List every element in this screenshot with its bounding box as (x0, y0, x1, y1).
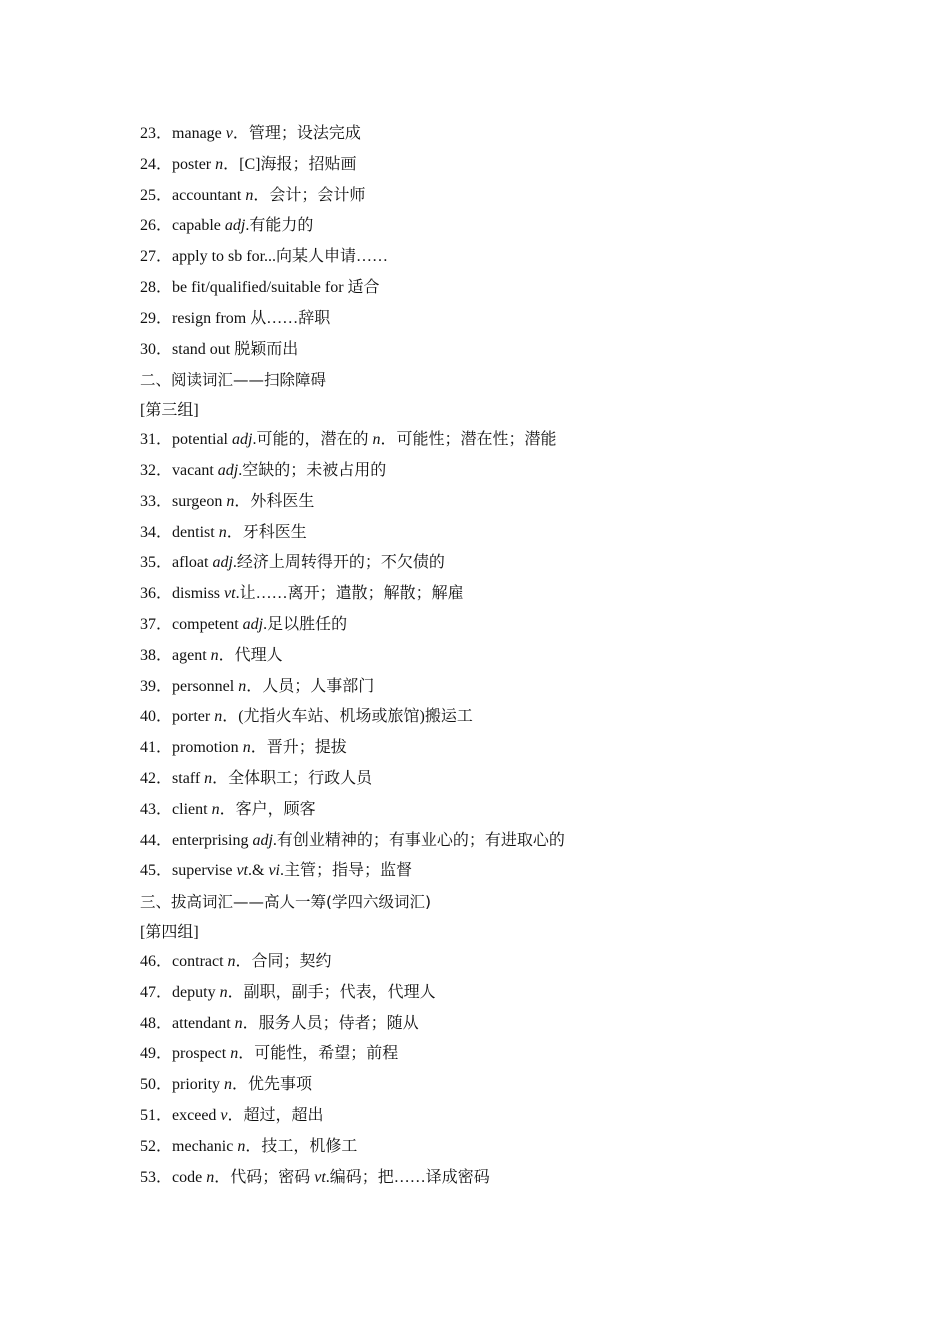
vocab-entry (140, 150, 840, 181)
vocab-entry (140, 335, 840, 366)
entry-number: 46． (140, 952, 173, 970)
entry-number: 43． (140, 800, 173, 818)
vocab-entry (140, 764, 840, 795)
entry-number: 39． (140, 677, 173, 695)
entry-definition: ．牙科医生 (226, 523, 307, 541)
entry-part-of-speech: n (230, 1045, 239, 1063)
entry-part-of-speech: n (245, 186, 254, 204)
vocab-entry (140, 579, 840, 610)
entry-number: 52． (140, 1137, 173, 1155)
entry-number: 42． (140, 769, 173, 787)
entry-word: poster (172, 155, 216, 173)
entry-definition: ．代理人 (218, 646, 283, 664)
entry-part-of-speech: n (206, 1168, 215, 1186)
vocab-entry (140, 518, 840, 549)
vocab-list-part2 (140, 425, 840, 887)
entry-part-of-speech: adj (252, 831, 273, 849)
entry-word: manage (172, 125, 226, 142)
entry-number: 47． (140, 983, 173, 1001)
vocab-entry (140, 1009, 840, 1040)
entry-word: resign from 从……辞职 (172, 309, 331, 327)
entry-definition: ．会计；会计师 (253, 186, 366, 204)
entry-part-of-speech: n (237, 1137, 246, 1155)
entry-word: attendant (172, 1014, 235, 1032)
entry-word: competent (172, 615, 243, 633)
entry-part-of-speech: n (219, 983, 228, 1001)
vocab-entry (140, 826, 840, 857)
entry-part-of-speech-2: vi (268, 862, 280, 880)
entry-word: accountant (172, 186, 246, 204)
entry-definition: ．外科医生 (234, 492, 315, 510)
entry-part-of-speech: n (215, 155, 224, 173)
vocab-entry (140, 548, 840, 579)
entry-part-of-speech: n (242, 739, 251, 757)
entry-definition: ．(尤指火车站、机场或旅馆)搬运工 (222, 708, 473, 726)
entry-number: 38． (140, 646, 173, 664)
entry-part-of-speech: n (224, 1076, 233, 1094)
vocab-entry (140, 1101, 840, 1132)
vocab-entry (140, 610, 840, 641)
entry-definition: ．代码；密码 (214, 1168, 315, 1186)
vocab-entry (140, 181, 840, 212)
vocab-entry (140, 947, 840, 978)
group-label-3: [第三组] (140, 402, 199, 420)
entry-definition: .可能的，潜在的 (252, 431, 373, 449)
entry-number: 44． (140, 831, 173, 849)
entry-number: 40． (140, 708, 173, 726)
entry-definition: ．服务人员；侍者；随从 (242, 1014, 419, 1032)
entry-word: contract (172, 952, 228, 970)
entry-number: 50． (140, 1076, 173, 1094)
entry-number: 26． (140, 217, 173, 235)
vocab-entry (140, 273, 840, 304)
entry-word: supervise (172, 862, 237, 880)
entry-word: apply to sb for...向某人申请…… (172, 248, 389, 266)
entry-part-of-speech: n (238, 677, 247, 695)
entry-number: 34． (140, 523, 173, 541)
entry-definition: ．管理；设法完成 (232, 125, 361, 142)
vocab-entry (140, 304, 840, 335)
entry-word: staff (172, 769, 205, 787)
entry-word: code (172, 1168, 207, 1186)
entry-number: 23． (140, 125, 173, 142)
vocab-entry (140, 978, 840, 1009)
entry-number: 51． (140, 1106, 173, 1124)
entry-definition-2: ．可能性；潜在性；潜能 (380, 431, 557, 449)
entry-part-of-speech: n (210, 646, 219, 664)
entry-number: 35． (140, 554, 173, 572)
entry-definition: .空缺的；未被占用的 (238, 461, 387, 479)
entry-definition: ．超过，超出 (227, 1106, 324, 1124)
entry-word: be fit/qualified/suitable for 适合 (172, 278, 380, 296)
group-label-4: [第四组] (140, 923, 199, 941)
vocab-entry (140, 1132, 840, 1163)
entry-definition: ．合同；契约 (235, 952, 332, 970)
vocab-entry (140, 795, 840, 826)
vocab-entry (140, 1039, 840, 1070)
entry-number: 32． (140, 461, 173, 479)
entry-part-of-speech: n (214, 708, 223, 726)
entry-definition: ．副职，副手；代表，代理人 (227, 983, 436, 1001)
vocab-entry (140, 672, 840, 703)
vocab-entry (140, 856, 840, 887)
entry-part-of-speech: n (227, 952, 236, 970)
entry-part-of-speech: adj (212, 554, 233, 572)
entry-part-of-speech: vt (224, 585, 236, 603)
entry-number: 27． (140, 248, 173, 266)
entry-part-of-speech: adj (242, 615, 264, 633)
entry-definition-2: .编码；把……译成密码 (325, 1168, 490, 1186)
entry-word: porter (172, 708, 215, 726)
entry-word: deputy (172, 983, 220, 1001)
entry-definition: .让……离开；遣散；解散；解雇 (235, 585, 464, 603)
entry-definition: ．技工，机修工 (245, 1137, 358, 1155)
entry-number: 31． (140, 431, 173, 449)
entry-word: prospect (172, 1045, 231, 1063)
entry-word: surgeon (172, 492, 227, 510)
entry-word: mechanic (172, 1137, 238, 1155)
entry-definition: ．人员；人事部门 (246, 677, 375, 695)
entry-definition: ．全体职工；行政人员 (212, 769, 373, 787)
entry-part-of-speech: adj (217, 461, 239, 479)
vocab-entry (140, 733, 840, 764)
vocabulary-document (140, 119, 840, 1193)
entry-number: 29． (140, 309, 173, 327)
vocab-entry (140, 1070, 840, 1101)
vocab-entry (140, 456, 840, 487)
entry-number: 53． (140, 1168, 173, 1186)
entry-word: capable (172, 217, 225, 235)
entry-word: personnel (172, 677, 239, 695)
entry-number: 36． (140, 585, 173, 603)
entry-definition: .经济上周转得开的；不欠债的 (232, 554, 445, 572)
vocab-list-part3 (140, 947, 840, 1193)
vocab-entry (140, 702, 840, 733)
entry-part-of-speech: v (225, 125, 233, 142)
entry-definition: ．客户，顾客 (219, 800, 316, 818)
vocab-entry (140, 641, 840, 672)
vocab-entry (140, 425, 840, 456)
entry-definition: ．可能性，希望；前程 (238, 1045, 399, 1063)
vocab-entry (140, 1163, 840, 1194)
vocab-entry (140, 242, 840, 273)
entry-number: 28． (140, 278, 173, 296)
entry-number: 48． (140, 1014, 173, 1032)
vocab-entry (140, 487, 840, 518)
entry-word: vacant (172, 461, 218, 479)
entry-part-of-speech-2: vt (314, 1168, 326, 1186)
section-heading-advanced: 三、拔高词汇——高人一筹(学四六级词汇) (140, 893, 432, 912)
entry-number: 33． (140, 492, 173, 510)
entry-part-of-speech: n (226, 492, 235, 510)
entry-number: 30． (140, 340, 173, 358)
entry-part-of-speech: adj (224, 217, 246, 235)
entry-definition: .足以胜任的 (263, 615, 348, 633)
entry-word: stand out 脱颖而出 (172, 340, 299, 358)
entry-definition: .有能力的 (245, 217, 314, 235)
entry-part-of-speech: v (220, 1106, 228, 1124)
entry-part-of-speech-2: n (372, 431, 381, 449)
entry-definition: ．[C]海报；招贴画 (223, 155, 357, 173)
entry-definition-2: .主管；指导；监督 (280, 862, 413, 880)
entry-word: potential (172, 431, 232, 449)
entry-word: client (172, 800, 212, 818)
entry-word: promotion (172, 739, 243, 757)
entry-part-of-speech: n (204, 769, 213, 787)
entry-definition: ．优先事项 (232, 1076, 313, 1094)
entry-number: 24． (140, 155, 173, 173)
entry-part-of-speech: adj (232, 431, 253, 449)
entry-word: priority (172, 1076, 225, 1094)
entry-number: 41． (140, 739, 173, 757)
entry-word: agent (172, 646, 211, 664)
entry-word: enterprising (172, 831, 253, 849)
entry-word: afloat (172, 554, 213, 572)
entry-part-of-speech: n (211, 800, 220, 818)
entry-part-of-speech: vt (236, 862, 248, 880)
entry-word: exceed (172, 1106, 221, 1124)
vocab-entry (140, 211, 840, 242)
section-heading-reading: 二、阅读词汇——扫除障碍 (140, 371, 327, 390)
vocab-entry (140, 119, 840, 150)
vocab-list-part1 (140, 119, 840, 365)
entry-number: 49． (140, 1045, 173, 1063)
entry-word: dismiss (172, 585, 225, 603)
entry-number: 37． (140, 615, 173, 633)
entry-part-of-speech: n (234, 1014, 243, 1032)
entry-definition: ．晋升；提拔 (250, 739, 347, 757)
entry-number: 25． (140, 186, 173, 204)
entry-definition: .& (248, 862, 269, 880)
entry-definition: .有创业精神的；有事业心的；有进取心的 (272, 831, 565, 849)
entry-word: dentist (172, 523, 219, 541)
entry-number: 45． (140, 862, 173, 880)
entry-part-of-speech: n (218, 523, 227, 541)
